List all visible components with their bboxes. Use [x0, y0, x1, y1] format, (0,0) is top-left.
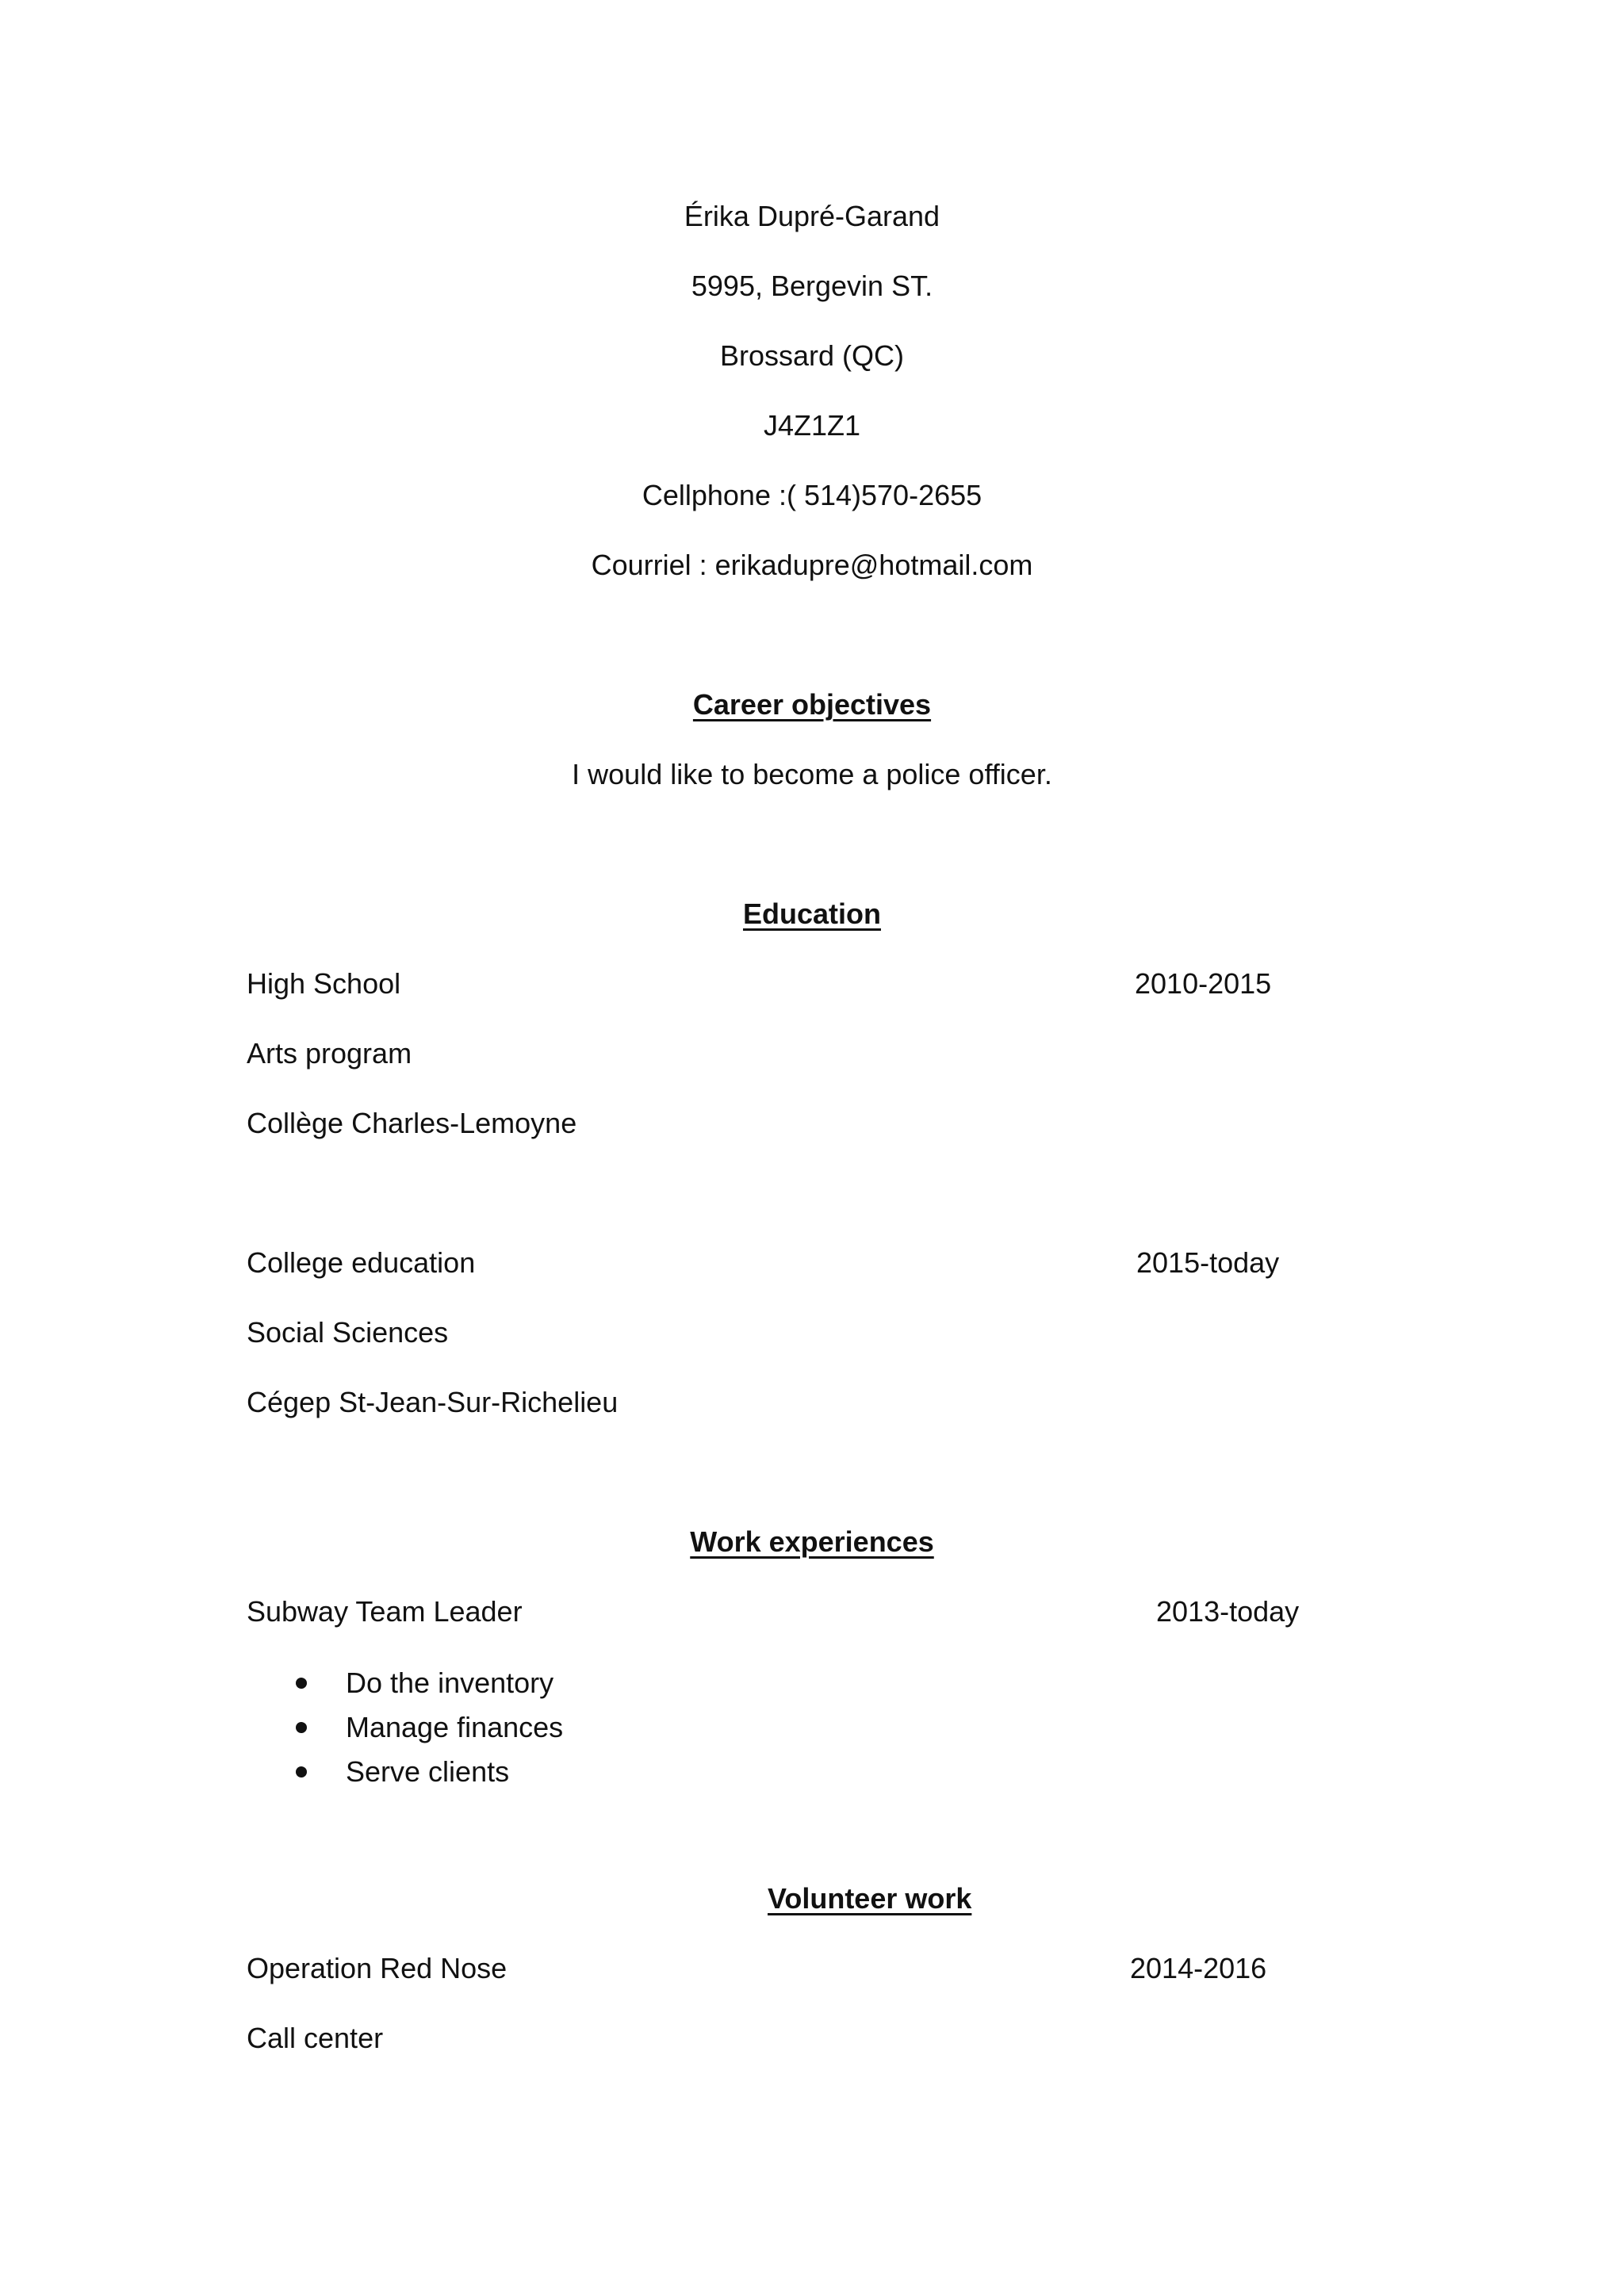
education-entry-1-title: High School: [247, 967, 401, 1000]
volunteer-role: Call center: [247, 2022, 384, 2054]
contact-postal-code: J4Z1Z1: [763, 409, 861, 442]
education-entry-2-program: Social Sciences: [247, 1316, 449, 1349]
work-years: 2013-today: [1156, 1595, 1300, 1628]
education-entry-1-years: 2010-2015: [1135, 967, 1272, 1000]
education-entry-2-title: College education: [247, 1246, 476, 1279]
education-entry-1-program: Arts program: [247, 1037, 412, 1070]
bullet-icon: [296, 1678, 307, 1689]
work-task-2: Manage finances: [346, 1711, 564, 1743]
career-heading: Career objectives: [692, 688, 932, 721]
work-heading: Work experiences: [690, 1525, 934, 1558]
volunteer-title: Operation Red Nose: [247, 1952, 508, 1984]
contact-phone: Cellphone :( 514)570-2655: [642, 479, 982, 511]
contact-street: 5995, Bergevin ST.: [691, 270, 933, 302]
education-entry-2-years: 2015-today: [1136, 1246, 1280, 1279]
career-text: I would like to become a police officer.: [572, 758, 1052, 790]
bullet-icon: [296, 1766, 307, 1777]
education-entry-1-institution: Collège Charles-Lemoyne: [247, 1107, 577, 1139]
volunteer-years: 2014-2016: [1130, 1952, 1267, 1984]
education-heading: Education: [742, 897, 881, 930]
contact-email: Courriel : erikadupre@hotmail.com: [591, 549, 1033, 581]
education-entry-2-institution: Cégep St-Jean-Sur-Richelieu: [247, 1386, 619, 1418]
bullet-icon: [296, 1722, 307, 1733]
volunteer-heading: Volunteer work: [768, 1882, 972, 1915]
contact-city: Brossard (QC): [719, 339, 905, 372]
work-task-1: Do the inventory: [346, 1667, 554, 1699]
work-title: Subway Team Leader: [247, 1595, 523, 1628]
contact-name: Érika Dupré-Garand: [684, 200, 940, 232]
work-task-3: Serve clients: [346, 1755, 510, 1788]
